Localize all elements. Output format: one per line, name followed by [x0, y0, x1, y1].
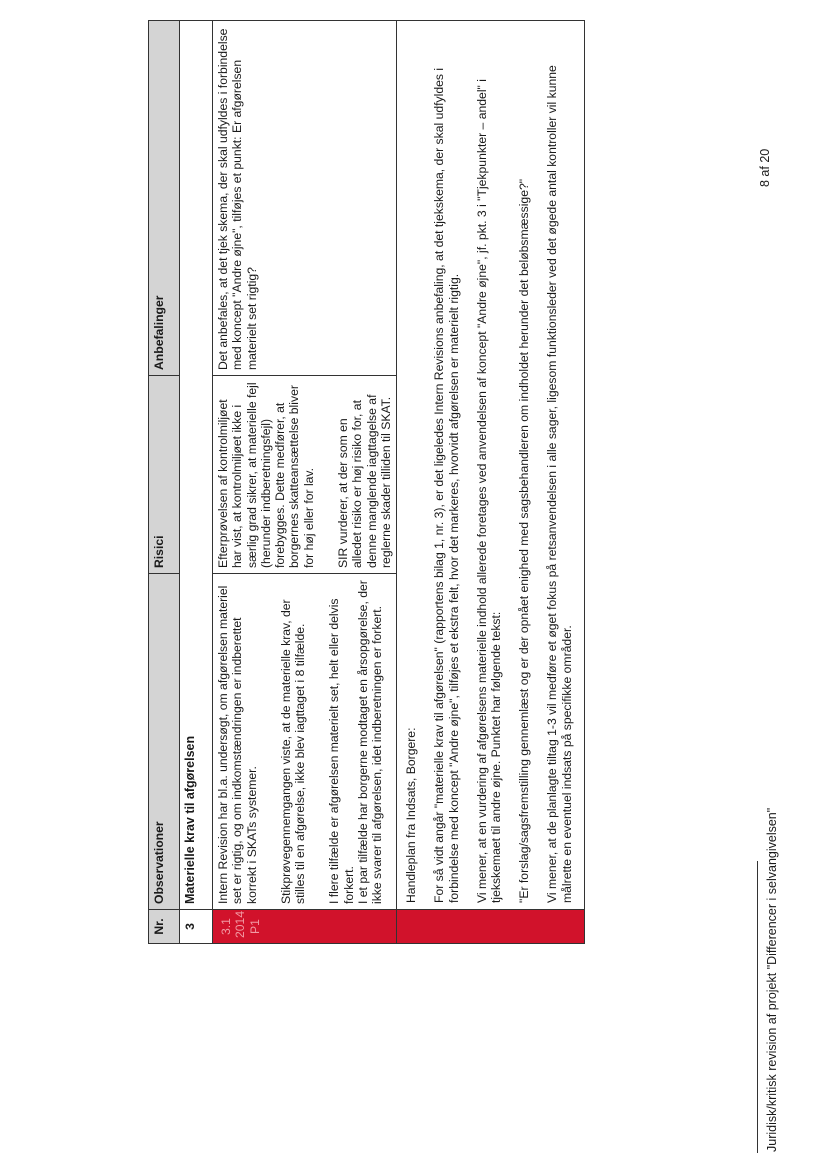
- observations-cell: [213, 574, 397, 910]
- action-plan-paragraph: For så vidt angår "materielle krav til afgørelsen" (rapportens bilag 1, nr. 3), er det ligeledes Intern Revisions anbefaling, at det tjekskema, der skal udfyldes i forbindelse med koncept "Andre øjne", tilføjes et ekstra felt, hvor det markeres, hvorvidt afgørelsen er materielt rigtig.: [432, 67, 461, 903]
- audit-table: [148, 20, 585, 944]
- section-row: [180, 21, 213, 944]
- ref-line: P1: [247, 919, 262, 934]
- action-plan-paragraph: Vi mener, at de planlagte tiltag 1-3 vil medføre et øget fokus på retsanvendelsen i alle sager, ligesom funktionsleder ved det øgede antal kontroller vil kunne målrette en eventuel indsats på specifikke områder.: [545, 65, 574, 903]
- section-title: Materielle krav til afgørelsen: [183, 735, 197, 904]
- table-header-row: [149, 21, 180, 944]
- risk-paragraph: Efterprøvelsen af kontrolmiljøet har vist, at kontrolmiljøet ikke i særlig grad sikrer, at materielle fejl (herunder indberetningsfejl) forebygges. Dette medfører, at borgernes skatteansættelse bliver for høj eller for lav.: [216, 382, 316, 568]
- observation-paragraph: Intern Revision har bl.a. undersøgt, om afgørelsen materiel set er rigtig, og om indkomstændringen er indberettet korrekt i SKATs systemer.: [216, 585, 259, 904]
- header-observationer: Observationer: [149, 574, 180, 910]
- risks-cell: [213, 376, 397, 574]
- action-plan-marker: [397, 910, 585, 944]
- action-plan-quote: "Er forslag/sagsfremstilling gennemlæst og er der opnået enighed med sagsbehandleren om indholdet herunder det beløbsmæssige?": [517, 178, 532, 903]
- observation-paragraph: I flere tilfælde er afgørelsen materielt set, helt eller delvis forkert. I et par tilfælde har borgerne modtaget en årsopgørelse, der ikke svarer til afgørelsen, idet indberetningen er forkert.: [327, 580, 385, 904]
- finding-reference: [213, 910, 397, 944]
- header-nr: Nr.: [149, 910, 180, 944]
- header-risici: Risici: [149, 376, 180, 574]
- recommendations-cell: [213, 21, 397, 376]
- observation-paragraph: Stikprøvegennemgangen viste, at de materielle krav, der stilles til en afgørelse, ikke blev iagttaget i 8 tilfælde.: [278, 599, 308, 904]
- action-plan-cell: [397, 21, 585, 910]
- action-plan-row: [397, 21, 585, 944]
- footer-rule: [757, 861, 758, 1153]
- risk-paragraph: SIR vurderer, at der som en alledet risiko er høj risiko for, at denne manglende iagttagelse af reglerne skader tilliden til SKAT.: [336, 394, 393, 568]
- finding-row: [213, 21, 397, 944]
- page-number: 8 af 20: [758, 148, 772, 187]
- ref-line: 2014: [233, 910, 248, 938]
- section-number: 3: [180, 910, 213, 944]
- action-plan-paragraph: Vi mener, at en vurdering af afgørelsens materielle indhold allerede foretages ved anvendelsen af koncept "Andre øjne", jf. pkt. 3 i "Tjekpunkter – andel" i tjekskemaet til andre øjne. Punktet har følgende tekst:: [474, 79, 504, 903]
- section-title-cell: [180, 21, 213, 910]
- recommendation-paragraph: Det anbefales, at det tjek skema, der skal udfyldes i forbindelse med koncept "Andre øjne", tilføjes et punkt: Er afgørelsen materielt set rigtig?: [216, 28, 259, 370]
- ref-line: 3.1: [219, 918, 233, 935]
- footer-title: Juridisk/kritisk revision af projekt "Differencer i selvangivelsen": [765, 807, 779, 1152]
- header-anbefalinger: Anbefalinger: [149, 21, 180, 376]
- action-plan-title: Handleplan fra Indsats, Borgere:: [404, 727, 419, 903]
